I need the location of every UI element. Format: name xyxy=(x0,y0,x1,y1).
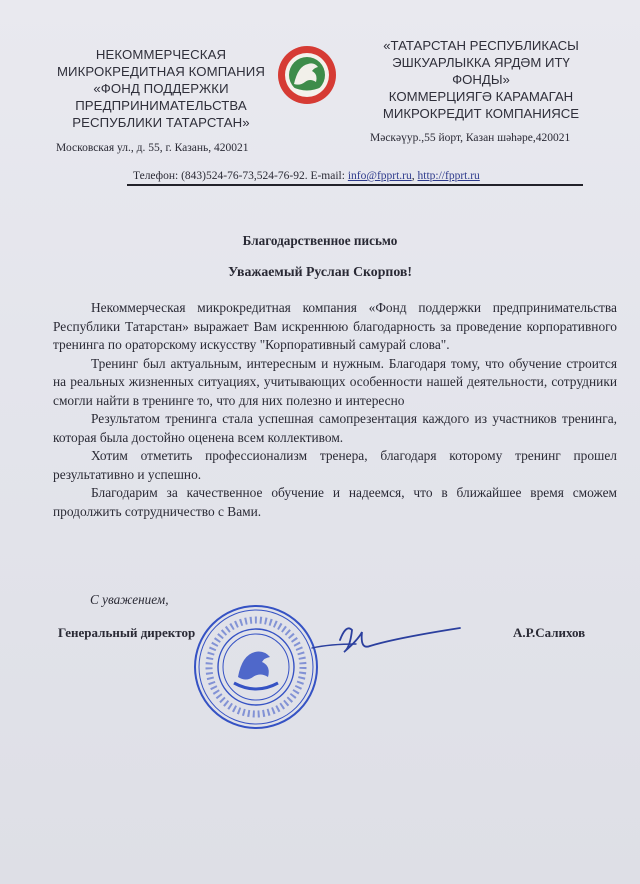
closing-phrase: С уважением, xyxy=(90,592,169,607)
contacts-separator: , xyxy=(411,170,418,182)
body-paragraph: Тренинг был актуальным, интересным и нужным. Благодаря тому, что обучение строится на реальных жизненных ситуациях, учитывающих особенности нашей деятельности, сотрудники смогли найти в тренинге то, что для них полезно и интересно xyxy=(53,355,617,408)
body-paragraph: Некоммерческая микрокредитная компания «Фонд поддержки предпринимательства Республики Татарстан» выражает Вам искреннюю благодарность за проведение корпоративного тренинга по ораторскому искусству "Корпоративный самурай слова". xyxy=(53,300,617,352)
org-name-line: ЭШКУАРЛЫККА ЯРДӘМ ИТҮ xyxy=(392,55,570,70)
header-divider xyxy=(127,184,583,186)
tatarstan-emblem-icon xyxy=(274,44,340,106)
org-name-line: «ФОНД ПОДДЕРЖКИ xyxy=(93,81,229,96)
org-name-line: МИКРОКРЕДИТНАЯ КОМПАНИЯ xyxy=(56,64,266,79)
contacts-line xyxy=(133,170,553,182)
org-name-russian xyxy=(50,46,272,131)
letter-greeting: Уважаемый Руслан Скорпов! xyxy=(228,264,412,279)
address-tatar: Мәскәүур.,55 йорт, Казан шәһәре,420021 xyxy=(370,132,571,144)
org-name-line: ПРЕДПРИНИМАТЕЛЬСТВА xyxy=(75,98,247,113)
signer-name: А.Р.Салихов xyxy=(513,625,586,640)
org-name-line: НЕКОММЕРЧЕСКАЯ xyxy=(95,47,227,62)
org-name-line: «ТАТАРСТАН РЕСПУБЛИКАСЫ xyxy=(383,38,579,53)
org-name-line: ФОНДЫ» xyxy=(452,72,510,87)
handwritten-signature xyxy=(300,610,470,670)
phone-text: Телефон: (843)524-76-73,524-76-92. E-mail: xyxy=(133,170,348,182)
body-paragraph: Результатом тренинга стала успешная самопрезентация каждого из участников тренинга, которая была достойно оценена всем коллективом. xyxy=(53,411,617,445)
letter-body xyxy=(53,299,617,521)
org-name-line: МИКРОКРЕДИТ КОМПАНИЯСЕ xyxy=(382,106,580,121)
email-link[interactable]: info@fpprt.ru xyxy=(347,170,412,182)
letter-title: Благодарственное письмо xyxy=(242,233,398,248)
body-paragraph: Хотим отметить профессионализм тренера, благодаря которому тренинг прошел результативно и успешно. xyxy=(53,448,617,482)
address-russian: Московская ул., д. 55, г. Казань, 420021 xyxy=(56,142,249,154)
org-name-line: РЕСПУБЛИКИ ТАТАРСТАН» xyxy=(72,115,250,130)
body-paragraph: Благодарим за качественное обучение и надеемся, что в ближайшее время сможем продолжить сотрудничество с Вами. xyxy=(53,485,617,519)
org-name-line: КОММЕРЦИЯГӘ КАРАМАГАН xyxy=(388,89,574,104)
signer-role: Генеральный директор xyxy=(58,625,196,640)
website-link[interactable]: http://fpprt.ru xyxy=(417,170,480,182)
org-name-tatar xyxy=(363,37,599,122)
